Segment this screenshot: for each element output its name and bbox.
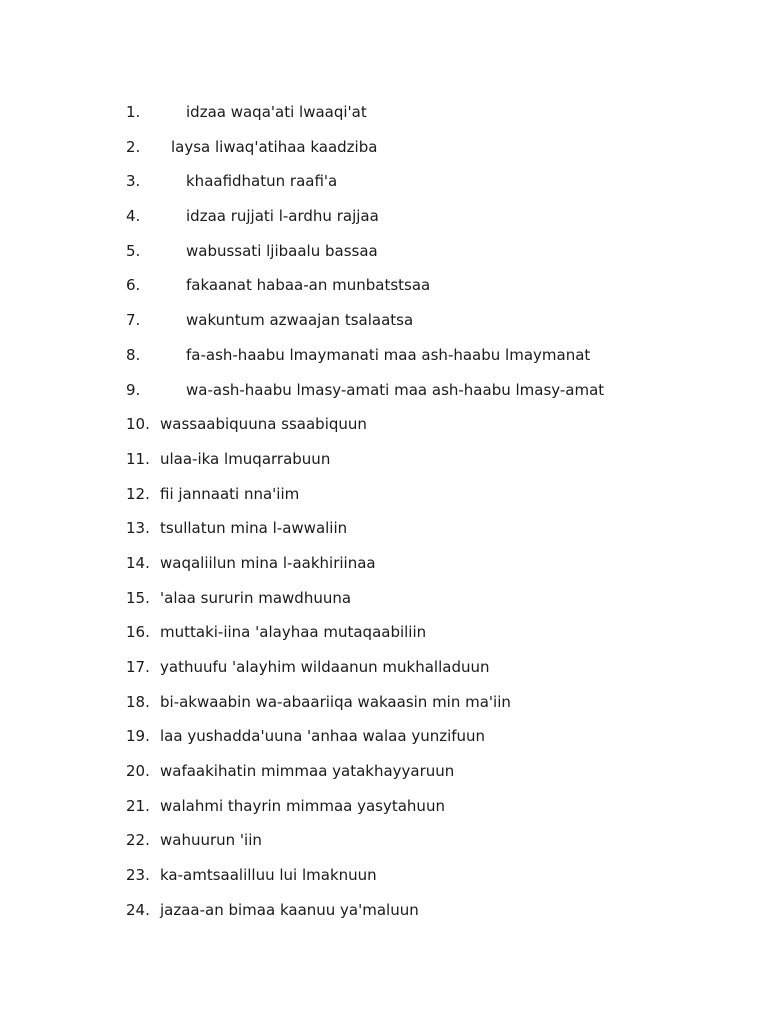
line-text: muttaki-iina 'alayhaa mutaqaabiliin [160, 623, 427, 642]
line-text: wakuntum azwaajan tsalaatsa [186, 311, 414, 330]
line-number: 3. [126, 172, 141, 191]
line-number: 18. [126, 692, 150, 711]
line-number: 20. [126, 762, 150, 781]
line-number: 24. [126, 900, 150, 919]
line-text: ulaa-ika lmuqarrabuun [160, 449, 331, 468]
line-text: 'alaa sururin mawdhuuna [160, 588, 352, 607]
line-text: laa yushadda'uuna 'anhaa walaa yunzifuun [160, 727, 486, 746]
line-text: wafaakihatin mimmaa yatakhayyaruun [160, 762, 455, 781]
line-text: laysa liwaq'atihaa kaadziba [171, 137, 378, 156]
line-number: 10. [126, 415, 150, 434]
line-number: 9. [126, 380, 141, 399]
line-number: 16. [126, 623, 150, 642]
line-text: yathuufu 'alayhim wildaanun mukhalladuun [160, 658, 490, 676]
line-number: 4. [126, 207, 141, 226]
line-number: 5. [126, 241, 141, 260]
line-text: jazaa-an bimaa kaanuu ya'maluun [160, 900, 419, 919]
line-number: 6. [126, 276, 141, 295]
line-number: 12. [126, 484, 150, 503]
line-text: wahuurun 'iin [160, 831, 262, 850]
line-text: wassaabiquuna ssaabiquun [160, 415, 367, 434]
line-text: khaafidhatun raafi'a [186, 172, 338, 191]
line-number: 11. [126, 449, 150, 468]
line-text: walahmi thayrin mimmaa yasytahuun [160, 796, 445, 815]
line-number: 2. [126, 137, 141, 156]
line-text: fii jannaati nna'iim [160, 484, 300, 503]
line-text: wabussati ljibaalu bassaa [186, 241, 378, 260]
line-text: idzaa rujjati l-ardhu rajjaa [186, 207, 379, 226]
line-number: 19. [126, 727, 150, 746]
line-number: 21. [126, 796, 150, 815]
line-number: 7. [126, 311, 141, 330]
line-text: bi-akwaabin wa-abaariiqa wakaasin min ma'iin [160, 692, 511, 711]
line-text: waqaliilun mina l-aakhiriinaa [160, 553, 376, 572]
line-number: 13. [126, 519, 150, 538]
line-number: 23. [126, 866, 150, 885]
line-text: tsullatun mina l-awwaliin [160, 519, 348, 538]
line-number: 8. [126, 345, 141, 364]
line-number: 22. [126, 831, 150, 850]
line-text: fa-ash-haabu lmaymanati maa ash-haabu lmaymanat [186, 345, 591, 364]
line-text: fakaanat habaa-an munbatstsaa [186, 276, 431, 295]
line-text: idzaa waqa'ati lwaaqi'at [186, 103, 367, 121]
line-text: ka-amtsaalilluu lui lmaknuun [160, 866, 377, 885]
line-number: 1. [126, 103, 141, 121]
line-number: 17. [126, 658, 150, 676]
line-text: wa-ash-haabu lmasy-amati maa ash-haabu lmasy-amat [186, 380, 605, 399]
line-number: 14. [126, 553, 150, 572]
line-number: 15. [126, 588, 150, 607]
